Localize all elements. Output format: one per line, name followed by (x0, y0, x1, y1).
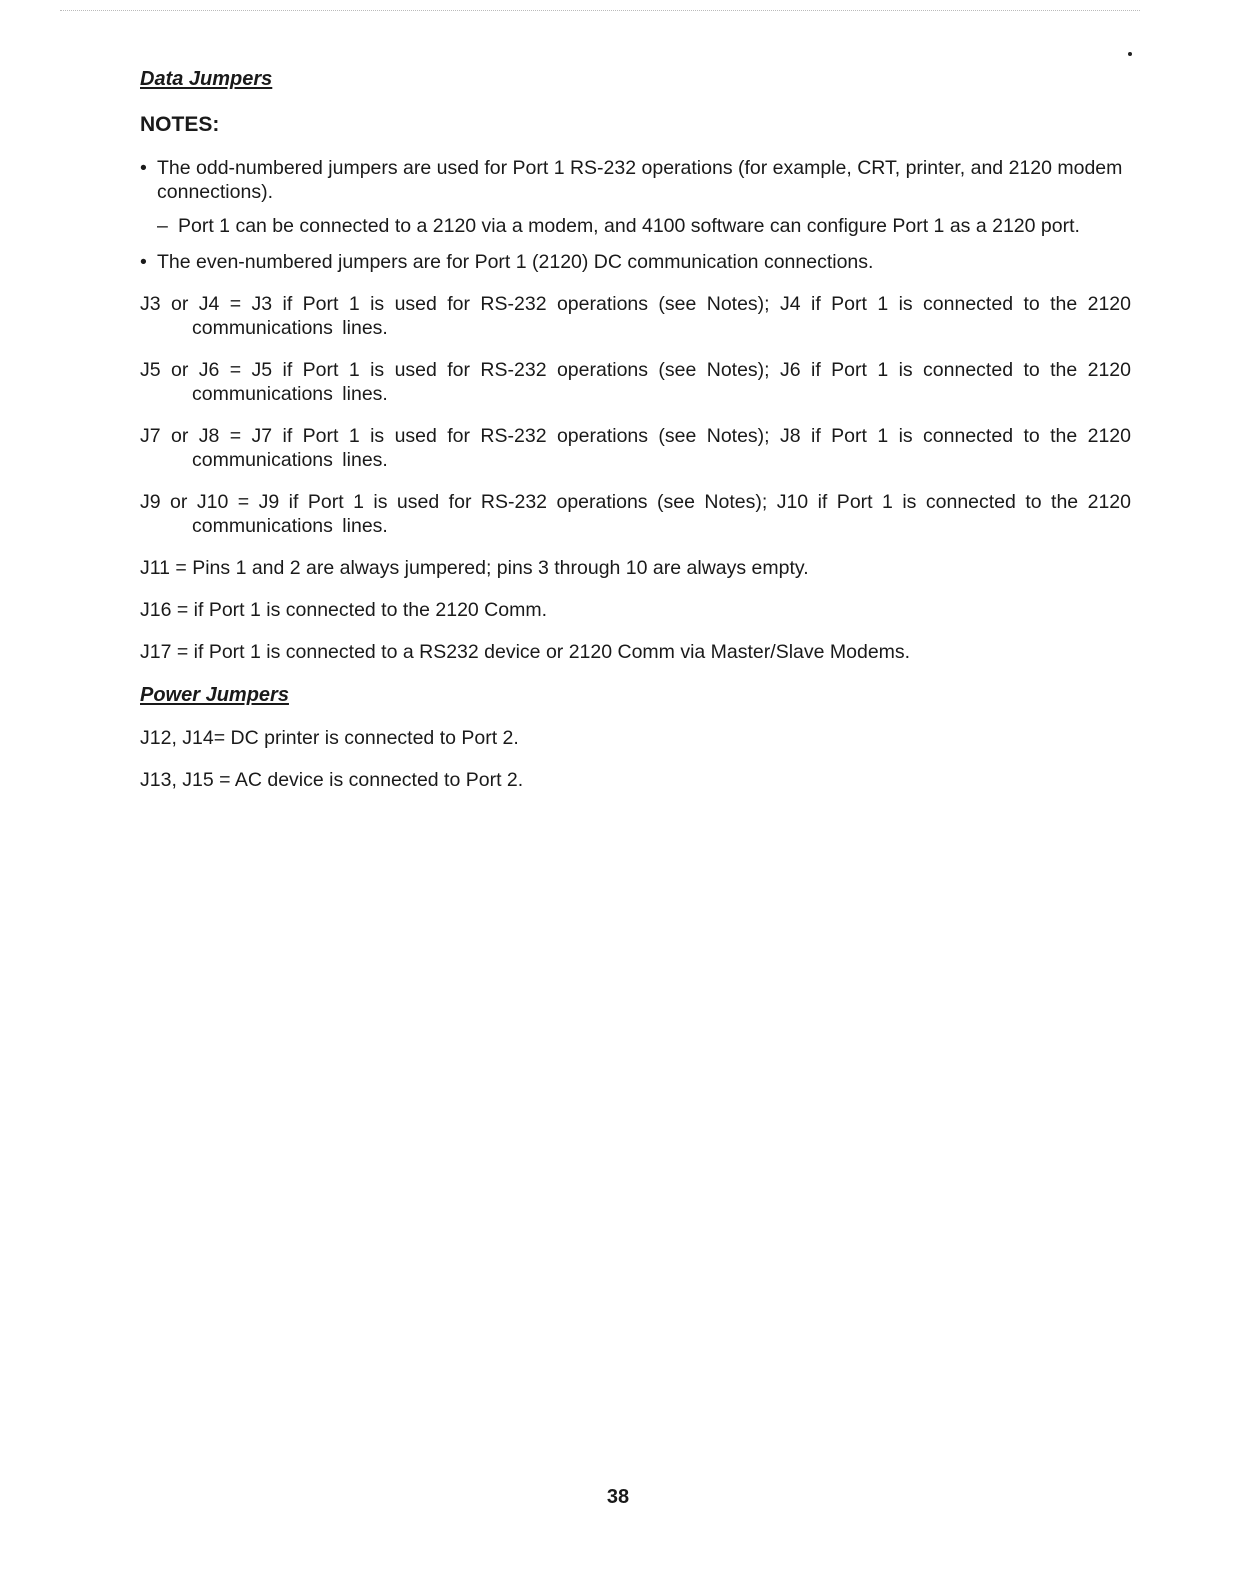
jumper-entry-j9-j10: J9 or J10 = J9 if Port 1 is used for RS-232 operations (see Notes); J10 if Port 1 is connected to the 2120 communications lines. (140, 491, 1131, 537)
jumper-entry-j11: J11 = Pins 1 and 2 are always jumpered; pins 3 through 10 are always empty. (140, 557, 809, 579)
jumper-entry-j16: J16 = if Port 1 is connected to the 2120 Comm. (140, 599, 548, 621)
page-content (140, 66, 1131, 810)
notes-list (140, 156, 1131, 274)
bullet-icon: • (140, 157, 147, 179)
power-jumper-entry-j12-j14: J12, J14= DC printer is connected to Port 2. (140, 727, 519, 749)
note-text: The odd-numbered jumpers are used for Port 1 RS-232 operations (for example, CRT, printer, and 2120 modem connections). (157, 157, 1123, 203)
note-subitem-text: Port 1 can be connected to a 2120 via a modem, and 4100 software can configure Port 1 as a 2120 port. (178, 215, 1080, 237)
notes-heading: NOTES: (140, 113, 220, 136)
power-jumper-entry-j13-j15: J13, J15 = AC device is connected to Port 2. (140, 769, 524, 791)
data-jumpers-heading: Data Jumpers (140, 68, 273, 90)
note-text: The even-numbered jumpers are for Port 1 (2120) DC communication connections. (157, 251, 874, 273)
jumper-entry-j7-j8: J7 or J8 = J7 if Port 1 is used for RS-232 operations (see Notes); J8 if Port 1 is connected to the 2120 communications lines. (140, 425, 1131, 471)
bullet-icon: • (140, 251, 147, 273)
power-jumpers-heading: Power Jumpers (140, 684, 289, 706)
dash-icon: – (157, 215, 168, 237)
scan-dot-artifact (1128, 52, 1132, 56)
jumper-entry-j5-j6: J5 or J6 = J5 if Port 1 is used for RS-232 operations (see Notes); J6 if Port 1 is connected to the 2120 communications lines. (140, 359, 1131, 405)
scan-edge-artifact (60, 10, 1140, 12)
note-item (140, 156, 1131, 204)
note-item (140, 250, 1131, 274)
jumper-entry-j17: J17 = if Port 1 is connected to a RS232 device or 2120 Comm via Master/Slave Modems. (140, 641, 911, 663)
note-subitem (140, 214, 1131, 238)
page-number: 38 (606, 1486, 630, 1508)
jumper-entry-j3-j4: J3 or J4 = J3 if Port 1 is used for RS-232 operations (see Notes); J4 if Port 1 is connected to the 2120 communications lines. (140, 293, 1131, 339)
